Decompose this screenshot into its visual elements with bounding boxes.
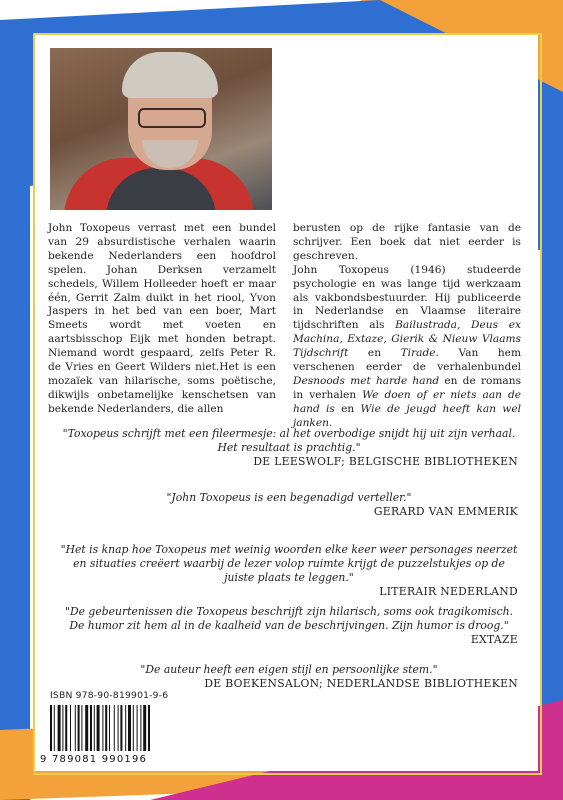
quote-text: "De auteur heeft een eigen stijl en persoonlijke stem."	[140, 663, 438, 676]
blue-band-left	[0, 60, 30, 800]
barcode-bar	[62, 705, 63, 751]
quote-text: "John Toxopeus is een begenadigd verteller."	[166, 491, 412, 504]
barcode-bar	[137, 705, 138, 751]
author-photo	[50, 48, 272, 210]
barcode-bar	[148, 705, 150, 751]
barcode-bar	[109, 705, 110, 751]
quote-source: EXTAZE	[470, 633, 518, 646]
quote-text: "Toxopeus schrijft met een fileermesje: al het overbodige snijdt hij uit zijn verhaal. Het resultaat is prachtig."	[62, 427, 516, 454]
barcode-bar	[125, 705, 126, 751]
review-quote	[60, 663, 518, 691]
barcode-bar	[133, 705, 134, 751]
journal-title: Tirade	[400, 347, 436, 360]
book-title: Desnoods met harde hand	[293, 374, 440, 387]
barcode-bar	[81, 705, 82, 751]
bio-text: .	[328, 416, 333, 429]
barcode	[48, 705, 174, 757]
quote-source: LITERAIR NEDERLAND	[379, 585, 518, 598]
barcode-bar	[50, 705, 52, 751]
bio-text: . Van hem verschenen eerder de verhalenbundel	[293, 347, 521, 374]
barcode-bar	[105, 705, 107, 751]
barcode-bar	[114, 705, 115, 751]
quote-source: DE BOEKENSALON; NEDERLANDSE BIBLIOTHEKEN	[204, 677, 518, 690]
barcode-bar	[94, 705, 95, 751]
book-title: We doen of er niets aan de hand is	[293, 388, 522, 415]
blurb-text: berusten op de rijke fantasie van de schrijver. Een boek dat niet eerder is geschreven.	[293, 222, 521, 262]
barcode-bar	[143, 705, 146, 751]
book-title: Wie de jeugd heeft kan wel janken	[293, 402, 522, 429]
barcode-bar	[90, 705, 92, 751]
bio-text: en de romans in verhalen	[293, 374, 522, 401]
barcode-bar	[128, 705, 131, 751]
quote-text: "De gebeurtenissen die Toxopeus beschrijft zijn hilarisch, soms ook tragikomisch. De humor zit hem al in de kaalheid van de beschrijvingen. Zijn humor is droog."	[64, 605, 514, 632]
quote-source: GERARD VAN EMMERIK	[373, 505, 518, 518]
bio-text: en	[348, 347, 401, 360]
barcode-bar	[75, 705, 76, 751]
journal-titles: Bailustrada, Deus ex Machina, Extaze, Gierik & Nieuw Vlaams Tijdschrift	[293, 319, 521, 360]
barcode-bar	[140, 705, 141, 751]
quote-text: "Het is knap hoe Toxopeus met weinig woorden elke keer weer personages neerzet en situaties creëert waarbij de lezer volop ruimte krijgt de puzzelstukjes op de juiste plaats te leggen."	[60, 543, 518, 584]
barcode-bar	[118, 705, 119, 751]
barcode-bar	[120, 705, 122, 751]
barcode-bar	[70, 705, 71, 751]
author-bio: John Toxopeus (1946) studeerde psychologie en was lange tijd werkzaam als vakbondsbestuurder. Hij publiceerde in Nederlandse en Vlaamse literaire tijdschriften als	[293, 263, 521, 332]
review-quote	[60, 543, 518, 599]
barcode-bar	[54, 705, 55, 751]
barcode-bar	[58, 705, 61, 751]
barcode-number: 9 789081 990196	[40, 754, 148, 765]
barcode-bar	[65, 705, 67, 751]
isbn-label: ISBN 978-90-819901-9-6	[50, 690, 169, 701]
barcode-bar	[97, 705, 100, 751]
review-quote	[60, 427, 518, 469]
quote-source: DE LEESWOLF; BELGISCHE BIBLIOTHEKEN	[253, 455, 518, 468]
blurb-right-column	[293, 222, 521, 431]
review-quote	[60, 605, 518, 647]
barcode-bar	[78, 705, 80, 751]
bio-text: en	[334, 402, 361, 415]
barcode-bar	[85, 705, 88, 751]
review-quote	[60, 491, 518, 519]
barcode-bar	[102, 705, 103, 751]
blurb-left-column: John Toxopeus verrast met een bundel van 29 absurdistische verhalen waarin bekende Nederlanders een hoofdrol spelen. Johan Derksen verzamelt schedels, Willem Holleeder hoeft er maar één, Gerrit Zalm duikt in het riool, Yvon Jaspers in het bed van een boer, Mart Smeets wordt met voeten en aartsbisschop Eijk met honden betrapt. Niemand wordt gespaard, zelfs Peter R. de Vries en Geert Wilders niet.Het is een mozaïek van hilarische, soms poëtische, dikwijls onbetamelijke kenschetsen van bekende Nederlanders, die allen	[48, 222, 276, 415]
